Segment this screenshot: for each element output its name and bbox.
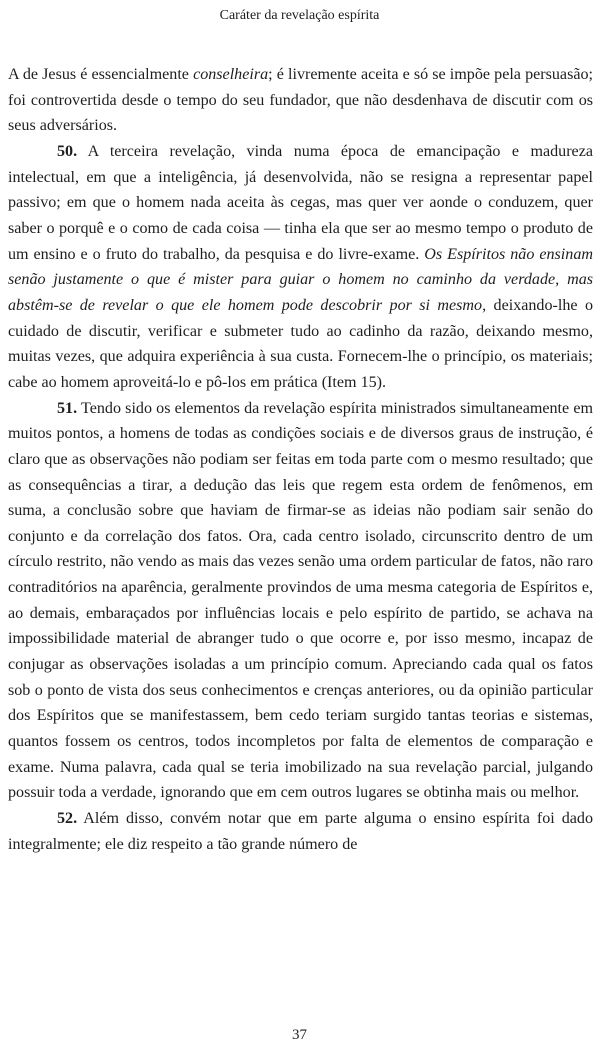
page-number: 37 [292,1027,307,1043]
body-text [8,62,593,857]
paragraph-continuation [8,62,593,139]
paragraph-number: 52. [57,810,78,828]
paragraph-italic-text: conselheira [193,66,269,83]
paragraph-52 [8,806,593,857]
paragraph-text: A de Jesus é essencialmente [8,66,194,83]
paragraph-text: Tendo sido os elementos da revelação espírita ministrados simultaneamente em muitos pontos, a homens de todas as condições sociais e de diversos graus de instrução, é claro que as observações não podiam ser feitas em toda parte com o mesmo resultado; que as consequências a tirar, a dedução das leis que regem esta ordem de fenômenos, em suma, a conclusão sobre que haviam de firmar-se as ideias não podiam sair senão do conjunto e da correlação dos fatos. Ora, cada centro isolado, circunscrito dentro de um círculo restrito, não vendo as mais das vezes senão uma ordem particular de fatos, não raro contraditórios na aparência, geralmente provindos de uma mesma categoria de Espíritos e, ao demais, embaraçados por influências locais e pelo espírito de partido, se achava na impossibilidade material de abranger tudo o que ocorre e, por isso mesmo, incapaz de conjugar as observações isoladas a um princípio comum. Apreciando cada qual os fatos sob o ponto de vista dos seus conhecimentos e crenças anteriores, ou da opinião particular dos Espíritos que se manifestassem, bem cedo teriam surgido tantas teorias e sistemas, quantos fossem os centros, todos incompletos por falta de elementos de comparação e exame. Numa palavra, cada qual se teria imobilizado na sua revelação parcial, julgando possuir toda a verdade, ignorando que em cem outros lugares se obtinha mais ou melhor. [8,399,593,802]
paragraph-text: , deixando-lhe o cuidado de discutir, verificar e submeter tudo ao cadinho da razão, deixando mesmo, muitas vezes, que adquira experiência à sua custa. Fornecem-lhe o princípio, os materiais; cabe ao homem aproveitá-lo e pô-los em prática (Item 15). [8,296,593,391]
paragraph-50 [8,139,593,396]
running-title: Caráter da revelação espírita [219,8,380,23]
paragraph-italic-text: Os Espíritos não ensinam senão justamente o que é mister para guiar o homem no caminho da verdade, mas abstêm-se de revelar o que ele homem pode descobrir por si mesmo [8,245,593,314]
paragraph-text: Além disso, convém notar que em parte alguma o ensino espírita foi dado integralmente; ele diz respeito a tão grande número de [8,810,593,853]
paragraph-text: A terceira revelação, vinda numa época de emancipação e madureza intelectual, em que a inteligência, já desenvolvida, não se resigna a representar papel passivo; em que o homem nada aceita às cegas, mas quer ver aonde o conduzem, quer saber o porquê e o como de cada coisa — tinha ela que ser ao mesmo tempo o produto de um ensino e o fruto do trabalho, da pesquisa e do livre-exame. [8,142,593,263]
paragraph-51 [8,396,593,807]
paragraph-number: 51. [57,399,78,417]
paragraph-number: 50. [57,142,78,160]
paragraph-text: ; é livremente aceita e só se impõe pela persuasão; foi controvertida desde o tempo do seu fundador, que não desdenhava de discutir com os seus adversários. [8,66,593,135]
